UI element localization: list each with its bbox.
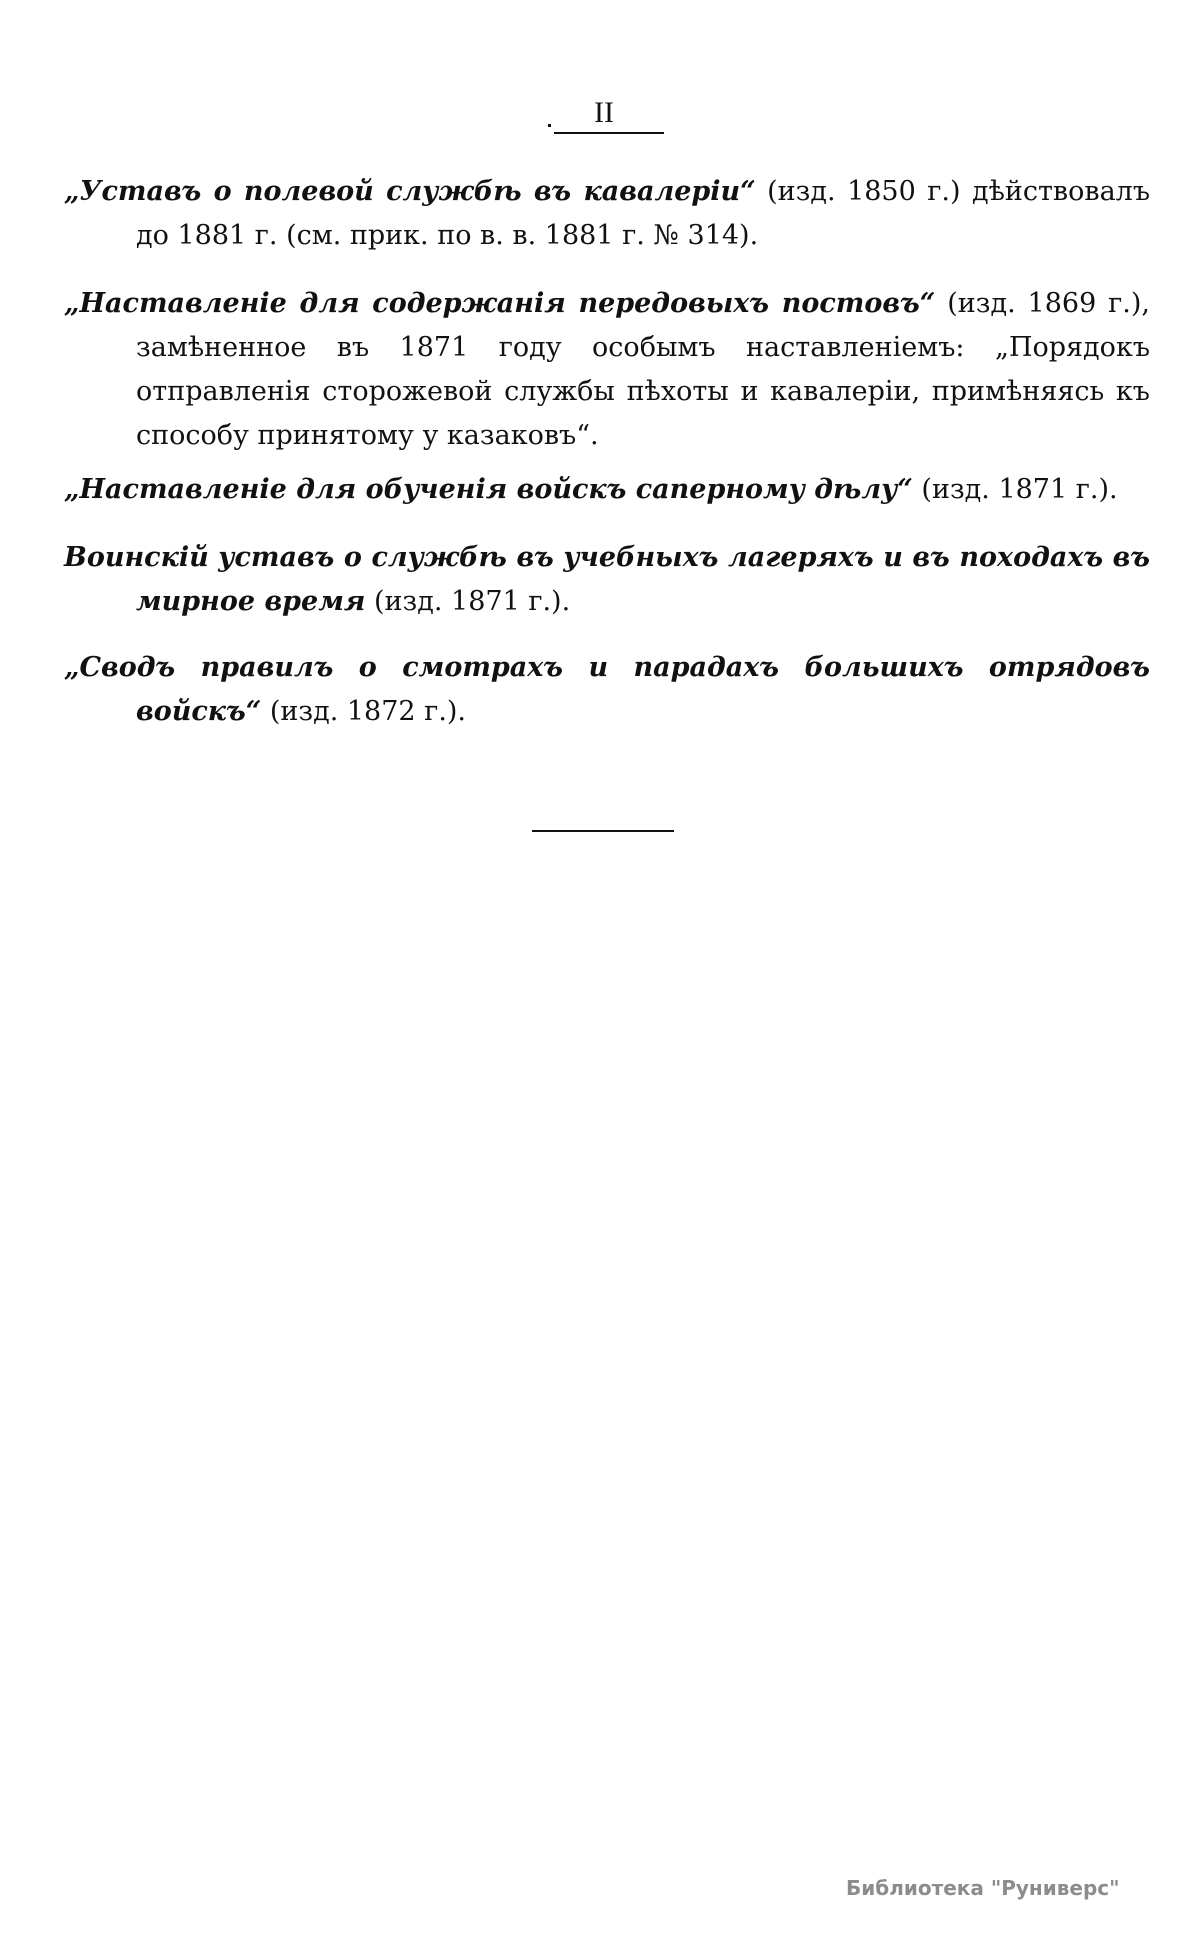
bibliography-entry: [64, 170, 1150, 258]
bibliography-entry: [64, 646, 1150, 734]
entry-details: (изд. 1871 г.).: [365, 586, 571, 617]
entry-details: (изд. 1871 г.).: [912, 474, 1118, 505]
entry-title: „Уставъ о полевой службѣ въ кавалеріи“: [64, 176, 756, 207]
section-divider: [532, 830, 674, 832]
entry-details: (изд. 1872 г.).: [261, 696, 467, 727]
library-watermark: Библиотека "Руниверс": [846, 1876, 1120, 1900]
header-rule: [554, 132, 664, 134]
entry-details: (изд. 1869 г.), замѣненное въ 1871 году особымъ наставленіемъ: „Порядокъ отправленія сторожевой службы пѣхоты и кавалеріи, примѣняясь къ способу принятому у казаковъ“.: [136, 288, 1150, 451]
bibliography-entry: [64, 536, 1150, 624]
entry-title: „Сводъ правилъ о смотрахъ и парадахъ большихъ отрядовъ войскъ“: [64, 652, 1150, 727]
entry-title: „Наставленіе для содержанія передовыхъ постовъ“: [64, 288, 936, 319]
bibliography-entry: [64, 468, 1150, 512]
entry-details: (изд. 1850 г.) дѣйствовалъ до 1881 г. (см. прик. по в. в. 1881 г. № 314).: [136, 176, 1150, 251]
page-number: II: [594, 96, 614, 129]
entry-title: „Наставленіе для обученія войскъ саперному дѣлу“: [64, 474, 913, 505]
bibliography-entry: [64, 282, 1150, 458]
entry-title: Воинскій уставъ о службѣ въ учебныхъ лагеряхъ и въ походахъ въ мирное время: [64, 542, 1150, 617]
